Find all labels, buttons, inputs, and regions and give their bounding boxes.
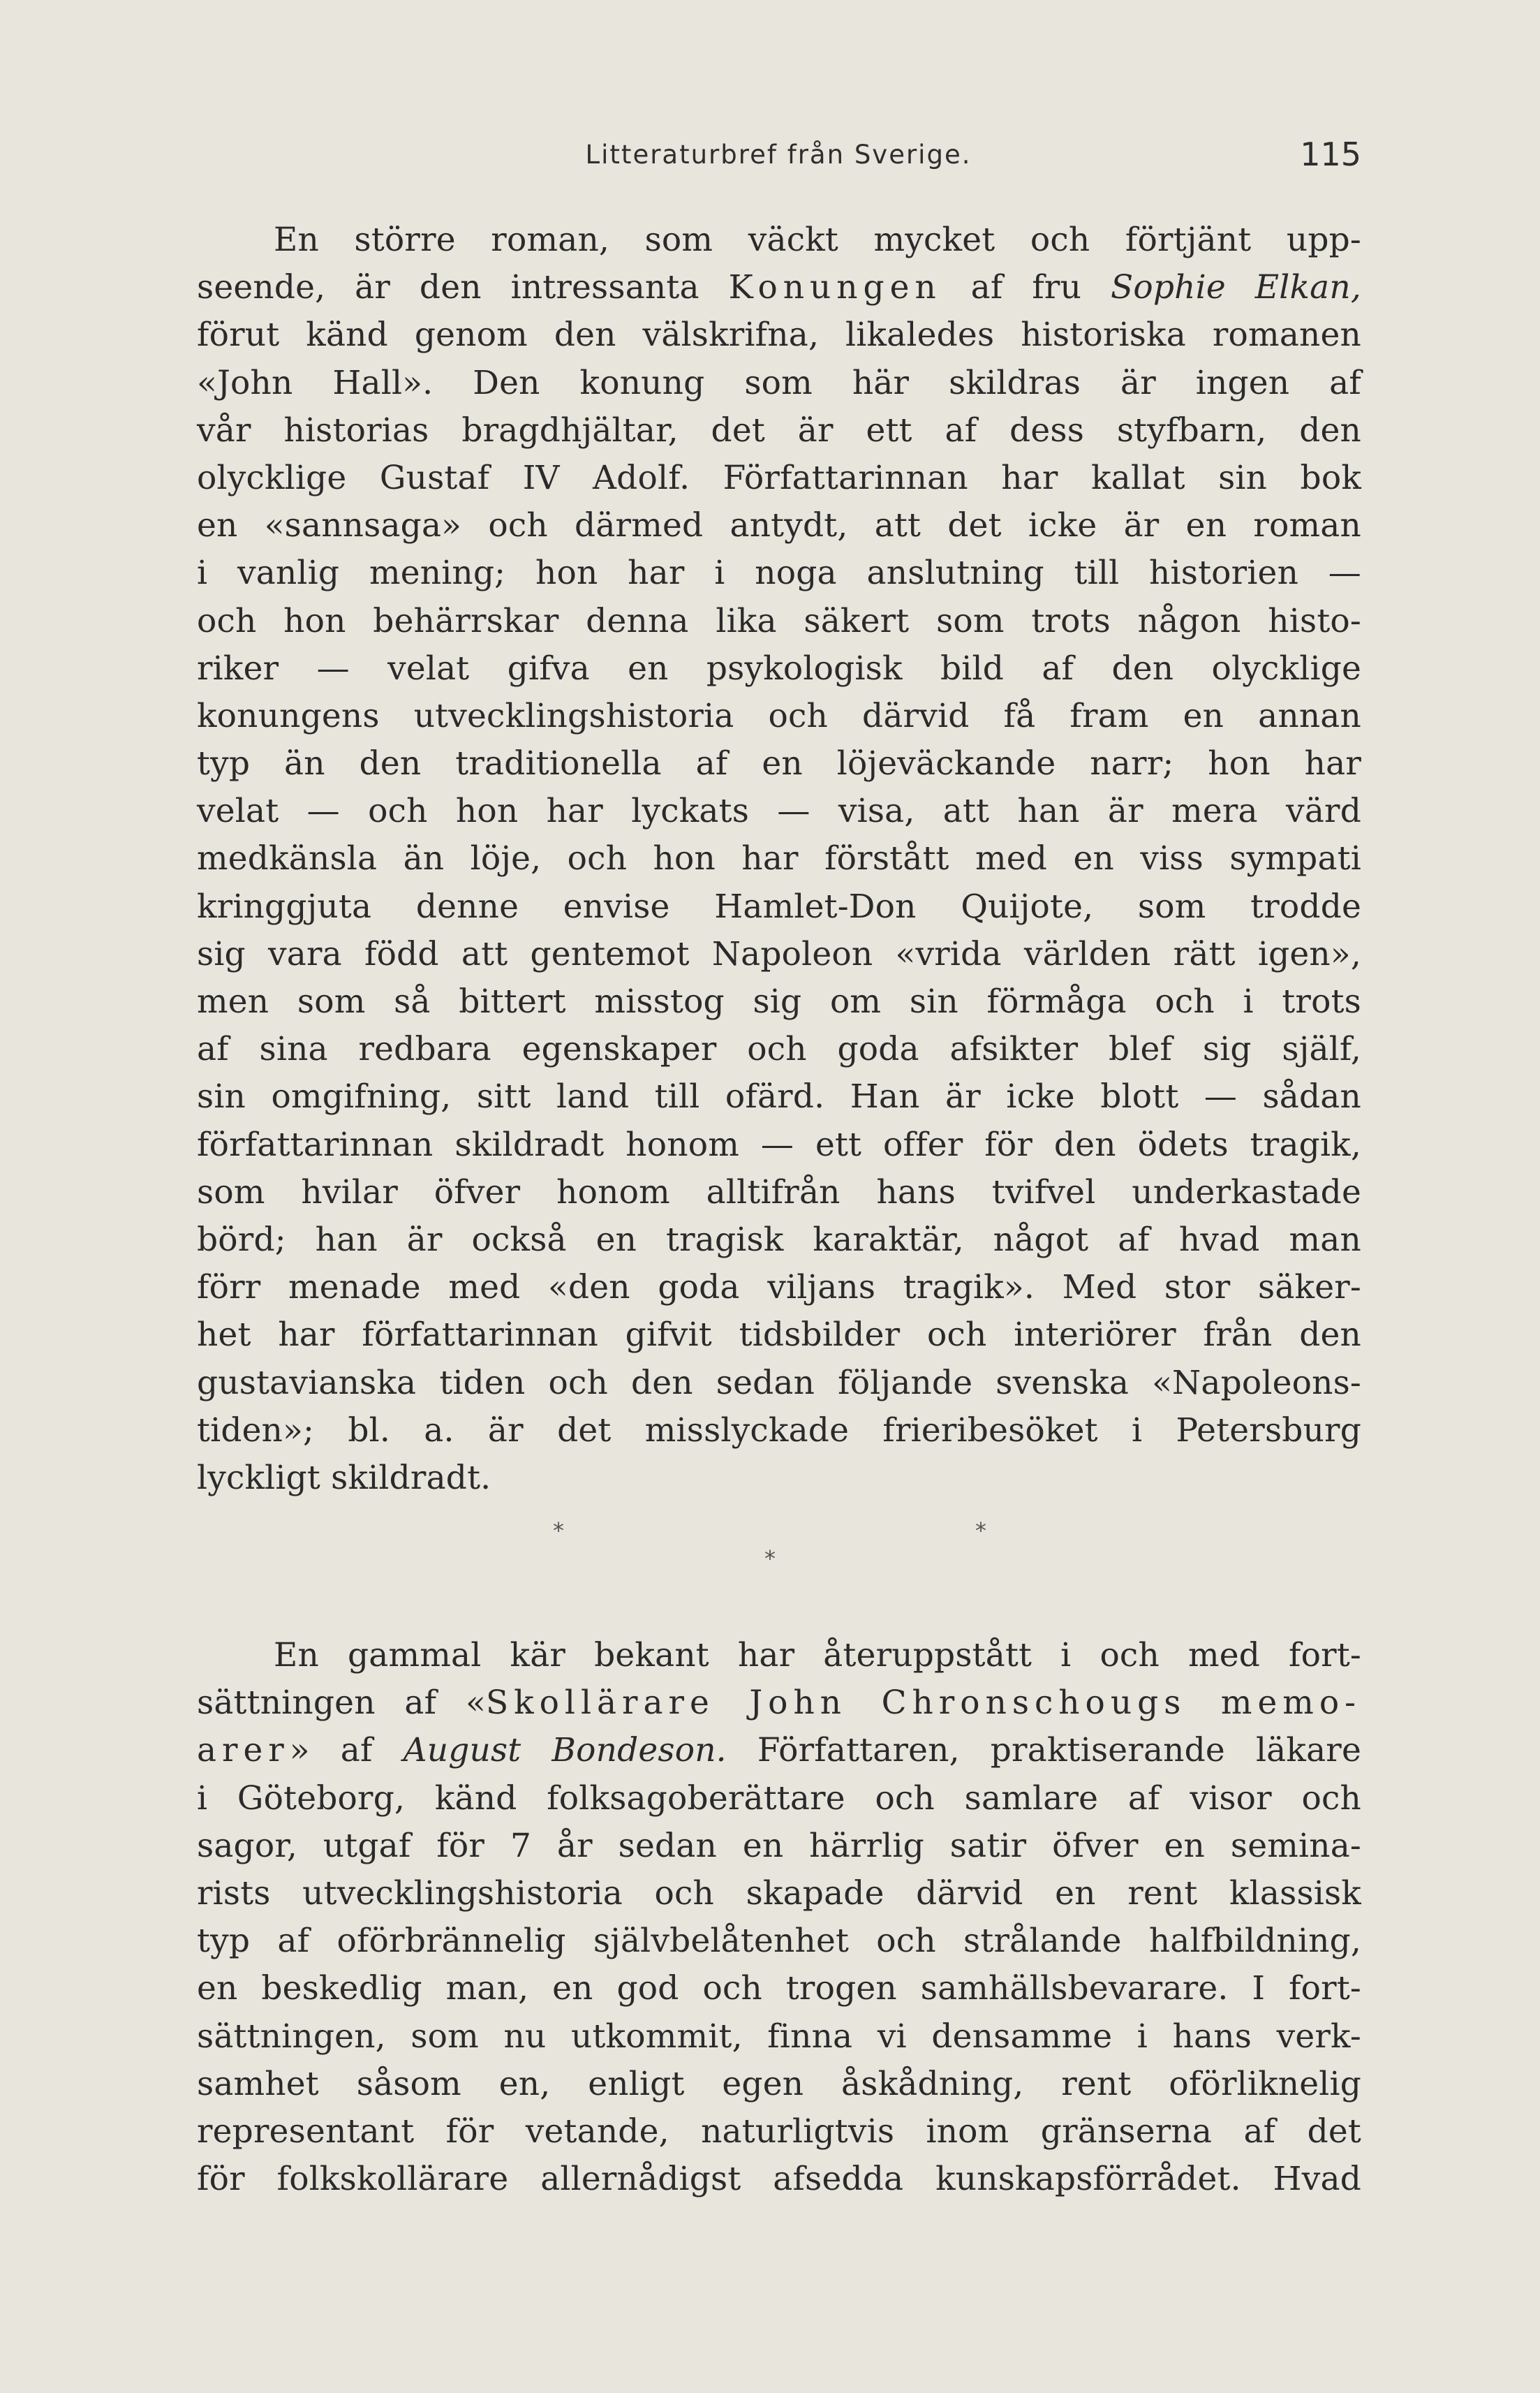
text-line: förr menade med «den goda viljans tragik». Med stor säker- (197, 1268, 1361, 1307)
text-line: olycklige Gustaf IV Adolf. Författarinnan har kallat sin bok (197, 458, 1361, 497)
text-line: sagor, utgaf för 7 år sedan en härrlig satir öfver en semina- (197, 1826, 1361, 1865)
asterisk-ornament: * (553, 1517, 564, 1545)
text-line: typ af oförbrännelig självbelåtenhet och strålande halfbildning, (197, 1922, 1361, 1961)
text-line: representant för vetande, naturligtvis inom gränserna af det (197, 2112, 1361, 2151)
book-title-konungen: Konungen (728, 268, 942, 307)
author-august-bondeson: August Bondeson. (403, 1731, 727, 1770)
text-span: Författaren, praktiserande läkare (726, 1731, 1361, 1770)
page-number: 115 (1300, 135, 1361, 173)
text-line: för folkskollärare allernådigst afsedda kunskapsförrådet. Hvad (197, 2160, 1361, 2199)
text-line: het har författarinnan gifvit tidsbilder och interiörer från den (197, 1316, 1361, 1355)
paragraph-2 (197, 1632, 1361, 2203)
text-line: sig vara född att gentemot Napoleon «vrida världen rätt igen», (197, 934, 1361, 973)
text-line: i Göteborg, känd folksagoberättare och samlare af visor och (197, 1779, 1361, 1818)
text-line: riker — velat gifva en psykologisk bild af den olycklige (197, 649, 1361, 688)
author-sophie-elkan: Sophie Elkan, (1110, 268, 1361, 307)
text-line: tiden»; bl. a. är det misslyckade frieribesöket i Petersburg (197, 1411, 1361, 1450)
page-header (195, 135, 1361, 182)
text-line: samhet såsom en, enligt egen åskådning, rent oförliknelig (197, 2064, 1361, 2103)
text-line: gustavianska tiden och den sedan följande svenska «Napoleons- (197, 1363, 1361, 1402)
text-line: men som så bittert misstog sig om sin förmåga och i trots (197, 982, 1361, 1021)
text-line: och hon behärrskar denna lika säkert som trots någon histo- (197, 601, 1361, 640)
text-line: vår historias bragdhjältar, det är ett af dess styfbarn, den (197, 411, 1361, 450)
text-line: af sina redbara egenskaper och goda afsikter blef sig själf, (197, 1030, 1361, 1069)
text-span: af fru (941, 268, 1111, 307)
text-line: En större roman, som väckt mycket och förtjänt upp- (274, 221, 1361, 259)
text-span: sättningen af « (197, 1684, 486, 1723)
text-span: » af (289, 1731, 403, 1770)
asterisk-ornament: * (764, 1545, 776, 1573)
page-body (197, 216, 1361, 2203)
text-line: en beskedlig man, en god och trogen samhällsbevarare. I fort- (197, 1969, 1361, 2008)
text-line: i vanlig mening; hon har i noga anslutning till historien — (197, 554, 1361, 593)
asterisk-ornament: * (975, 1517, 986, 1545)
text-line: velat — och hon har lyckats — visa, att han är mera värd (197, 792, 1361, 831)
text-line: kringgjuta denne envise Hamlet-Don Quijote, som trodde (197, 887, 1361, 926)
text-line: som hvilar öfver honom alltifrån hans tvifvel underkastade (197, 1172, 1361, 1212)
text-line: sättningen, som nu utkommit, finna vi densamme i hans verk- (197, 2017, 1361, 2056)
text-line: En gammal kär bekant har återuppstått i och med fort- (274, 1636, 1361, 1675)
text-line (197, 1679, 1361, 1727)
text-line: författarinnan skildradt honom — ett offer för den ödets tragik, (197, 1125, 1361, 1164)
text-line (197, 264, 1361, 311)
text-span: seende, är den intressanta (197, 268, 729, 307)
book-title-continued: arer (197, 1731, 290, 1770)
text-line (197, 1727, 1361, 1774)
text-line: konungens utvecklingshistoria och därvid få fram en annan (197, 696, 1361, 735)
text-line: lyckligt skildradt. (197, 1458, 491, 1497)
paragraph-1 (197, 216, 1361, 1502)
section-break-asterisks (197, 1502, 1361, 1597)
text-line: sin omgifning, sitt land till ofärd. Han är icke blott — sådan (197, 1077, 1361, 1117)
running-head: Litteraturbref från Sverige. (585, 140, 972, 170)
text-line: medkänsla än löje, och hon har förstått med en viss sympati (197, 839, 1361, 878)
book-title-skollarare: Skollärare John Chronschougs memo- (485, 1684, 1362, 1723)
text-line: förut känd genom den välskrifna, likaledes historiska romanen (197, 316, 1361, 355)
text-line: «John Hall». Den konung som här skildras är ingen af (197, 363, 1361, 402)
text-line: rists utvecklingshistoria och skapade därvid en rent klassisk (197, 1874, 1361, 1913)
text-line: typ än den traditionella af en löjeväckande narr; hon har (197, 744, 1361, 783)
text-line: en «sannsaga» och därmed antydt, att det icke är en roman (197, 506, 1361, 545)
text-line: börd; han är också en tragisk karaktär, något af hvad man (197, 1220, 1361, 1259)
